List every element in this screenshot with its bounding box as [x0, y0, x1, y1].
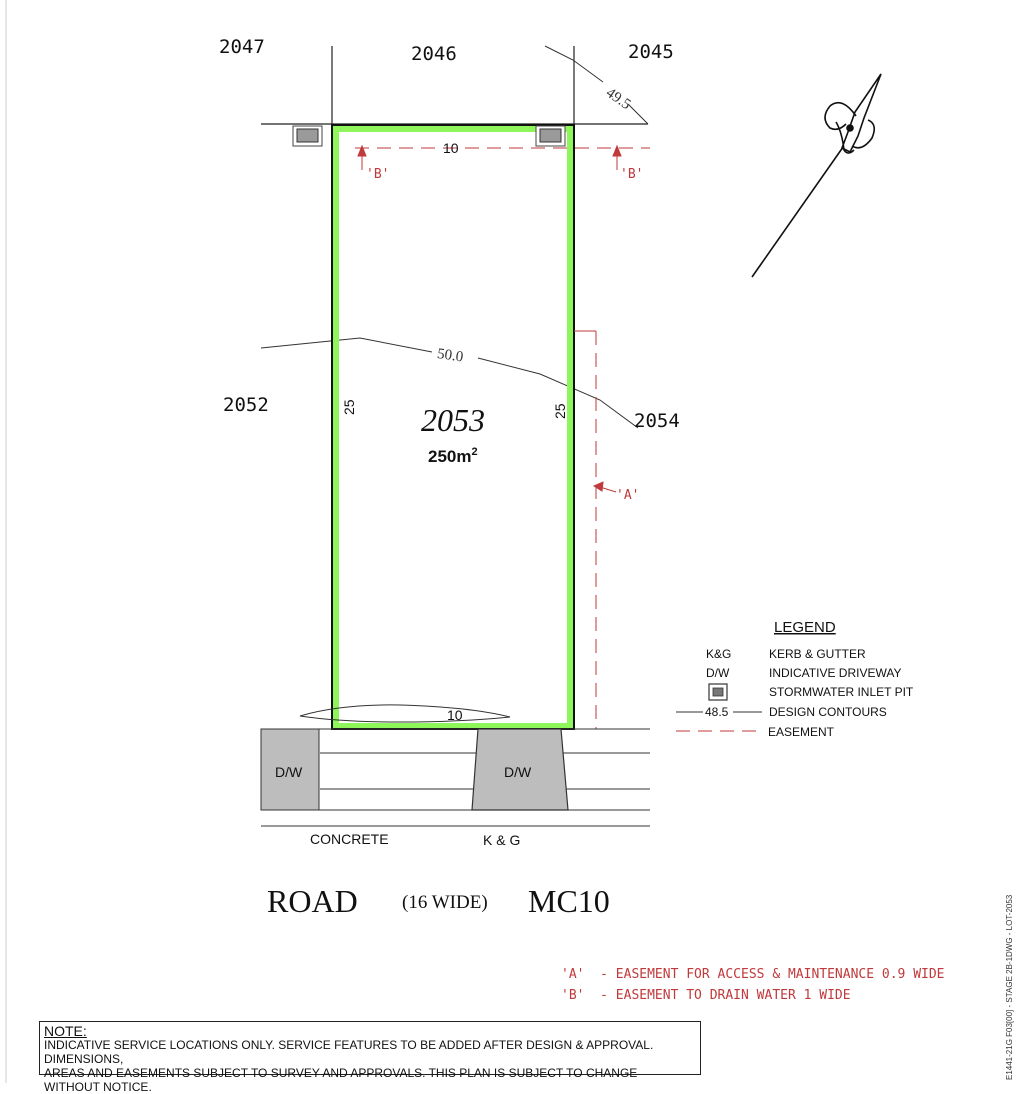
lot-area: $250m^2$	[428, 446, 478, 466]
legend-symbol-kg: K&G	[706, 647, 732, 661]
easement-note-a: 'A' - EASEMENT FOR ACCESS & MAINTENANCE 0.9 WIDE	[561, 967, 945, 982]
easement-note-b: 'B' - EASEMENT TO DRAIN WATER 1 WIDE	[561, 988, 851, 1003]
lot-label-2047: 2047	[219, 36, 265, 58]
lot-label-2052: 2052	[223, 394, 269, 416]
contour-label-top: 49.5	[602, 84, 634, 114]
stormwater-pit-right	[536, 126, 565, 146]
lot-label-2046: 2046	[411, 43, 457, 65]
legend-label-kg: KERB & GUTTER	[769, 647, 866, 661]
road-name: ROAD	[267, 883, 358, 919]
legend-title: LEGEND	[774, 619, 836, 636]
legend-symbol-contour: 48.5	[705, 705, 729, 719]
driveway-right-label: D/W	[504, 764, 532, 780]
lot-number: 2053	[421, 402, 485, 438]
dimension-right-depth: 25	[552, 403, 568, 419]
note-title: NOTE:	[44, 1023, 87, 1039]
design-contours	[261, 46, 648, 428]
note-line-1: INDICATIVE SERVICE LOCATIONS ONLY. SERVICE FEATURES TO BE ADDED AFTER DESIGN & APPROVAL. DIMENSIONS,	[44, 1038, 654, 1066]
kerb-gutter-label: K & G	[483, 832, 521, 848]
legend-stormwater-pit-icon	[709, 684, 727, 700]
dimension-top-frontage: 10	[443, 140, 459, 156]
easement-b-label-right: 'B'	[620, 167, 644, 182]
lot-label-2045: 2045	[628, 41, 674, 63]
dimension-left-depth: 25	[341, 399, 357, 415]
stormwater-pit-left	[293, 126, 322, 146]
easement-a-label: 'A'	[616, 488, 640, 503]
dimension-bottom-frontage: 10	[447, 707, 463, 723]
contour-label-mid: 50.0	[436, 345, 465, 366]
easement-a-arrow	[594, 482, 616, 492]
road-code: MC10	[528, 883, 610, 919]
legend-label-pit: STORMWATER INLET PIT	[769, 685, 914, 699]
note-box	[39, 1021, 701, 1094]
concrete-label: CONCRETE	[310, 831, 389, 847]
easement-b-label-left: 'B'	[366, 167, 390, 182]
note-line-2: AREAS AND EASEMENTS SUBJECT TO SURVEY AND APPROVALS. THIS PLAN IS SUBJECT TO CHANGE WITHOUT NOTICE.	[44, 1066, 638, 1094]
drawing-reference: E1441-21G F03[00] - STAGE 2B-1DWG - LOT-2053	[1005, 894, 1014, 1080]
easement-b-arrow-left	[358, 146, 366, 170]
legend	[676, 619, 914, 739]
north-arrow-icon	[752, 74, 881, 277]
driveway-left-label: D/W	[275, 764, 303, 780]
legend-label-contour: DESIGN CONTOURS	[769, 705, 887, 719]
legend-symbol-dw: D/W	[706, 666, 730, 680]
legend-label-easement: EASEMENT	[768, 725, 835, 739]
lot-label-2054: 2054	[634, 410, 680, 432]
legend-label-dw: INDICATIVE DRIVEWAY	[769, 666, 902, 680]
road-width: (16 WIDE)	[402, 892, 488, 913]
